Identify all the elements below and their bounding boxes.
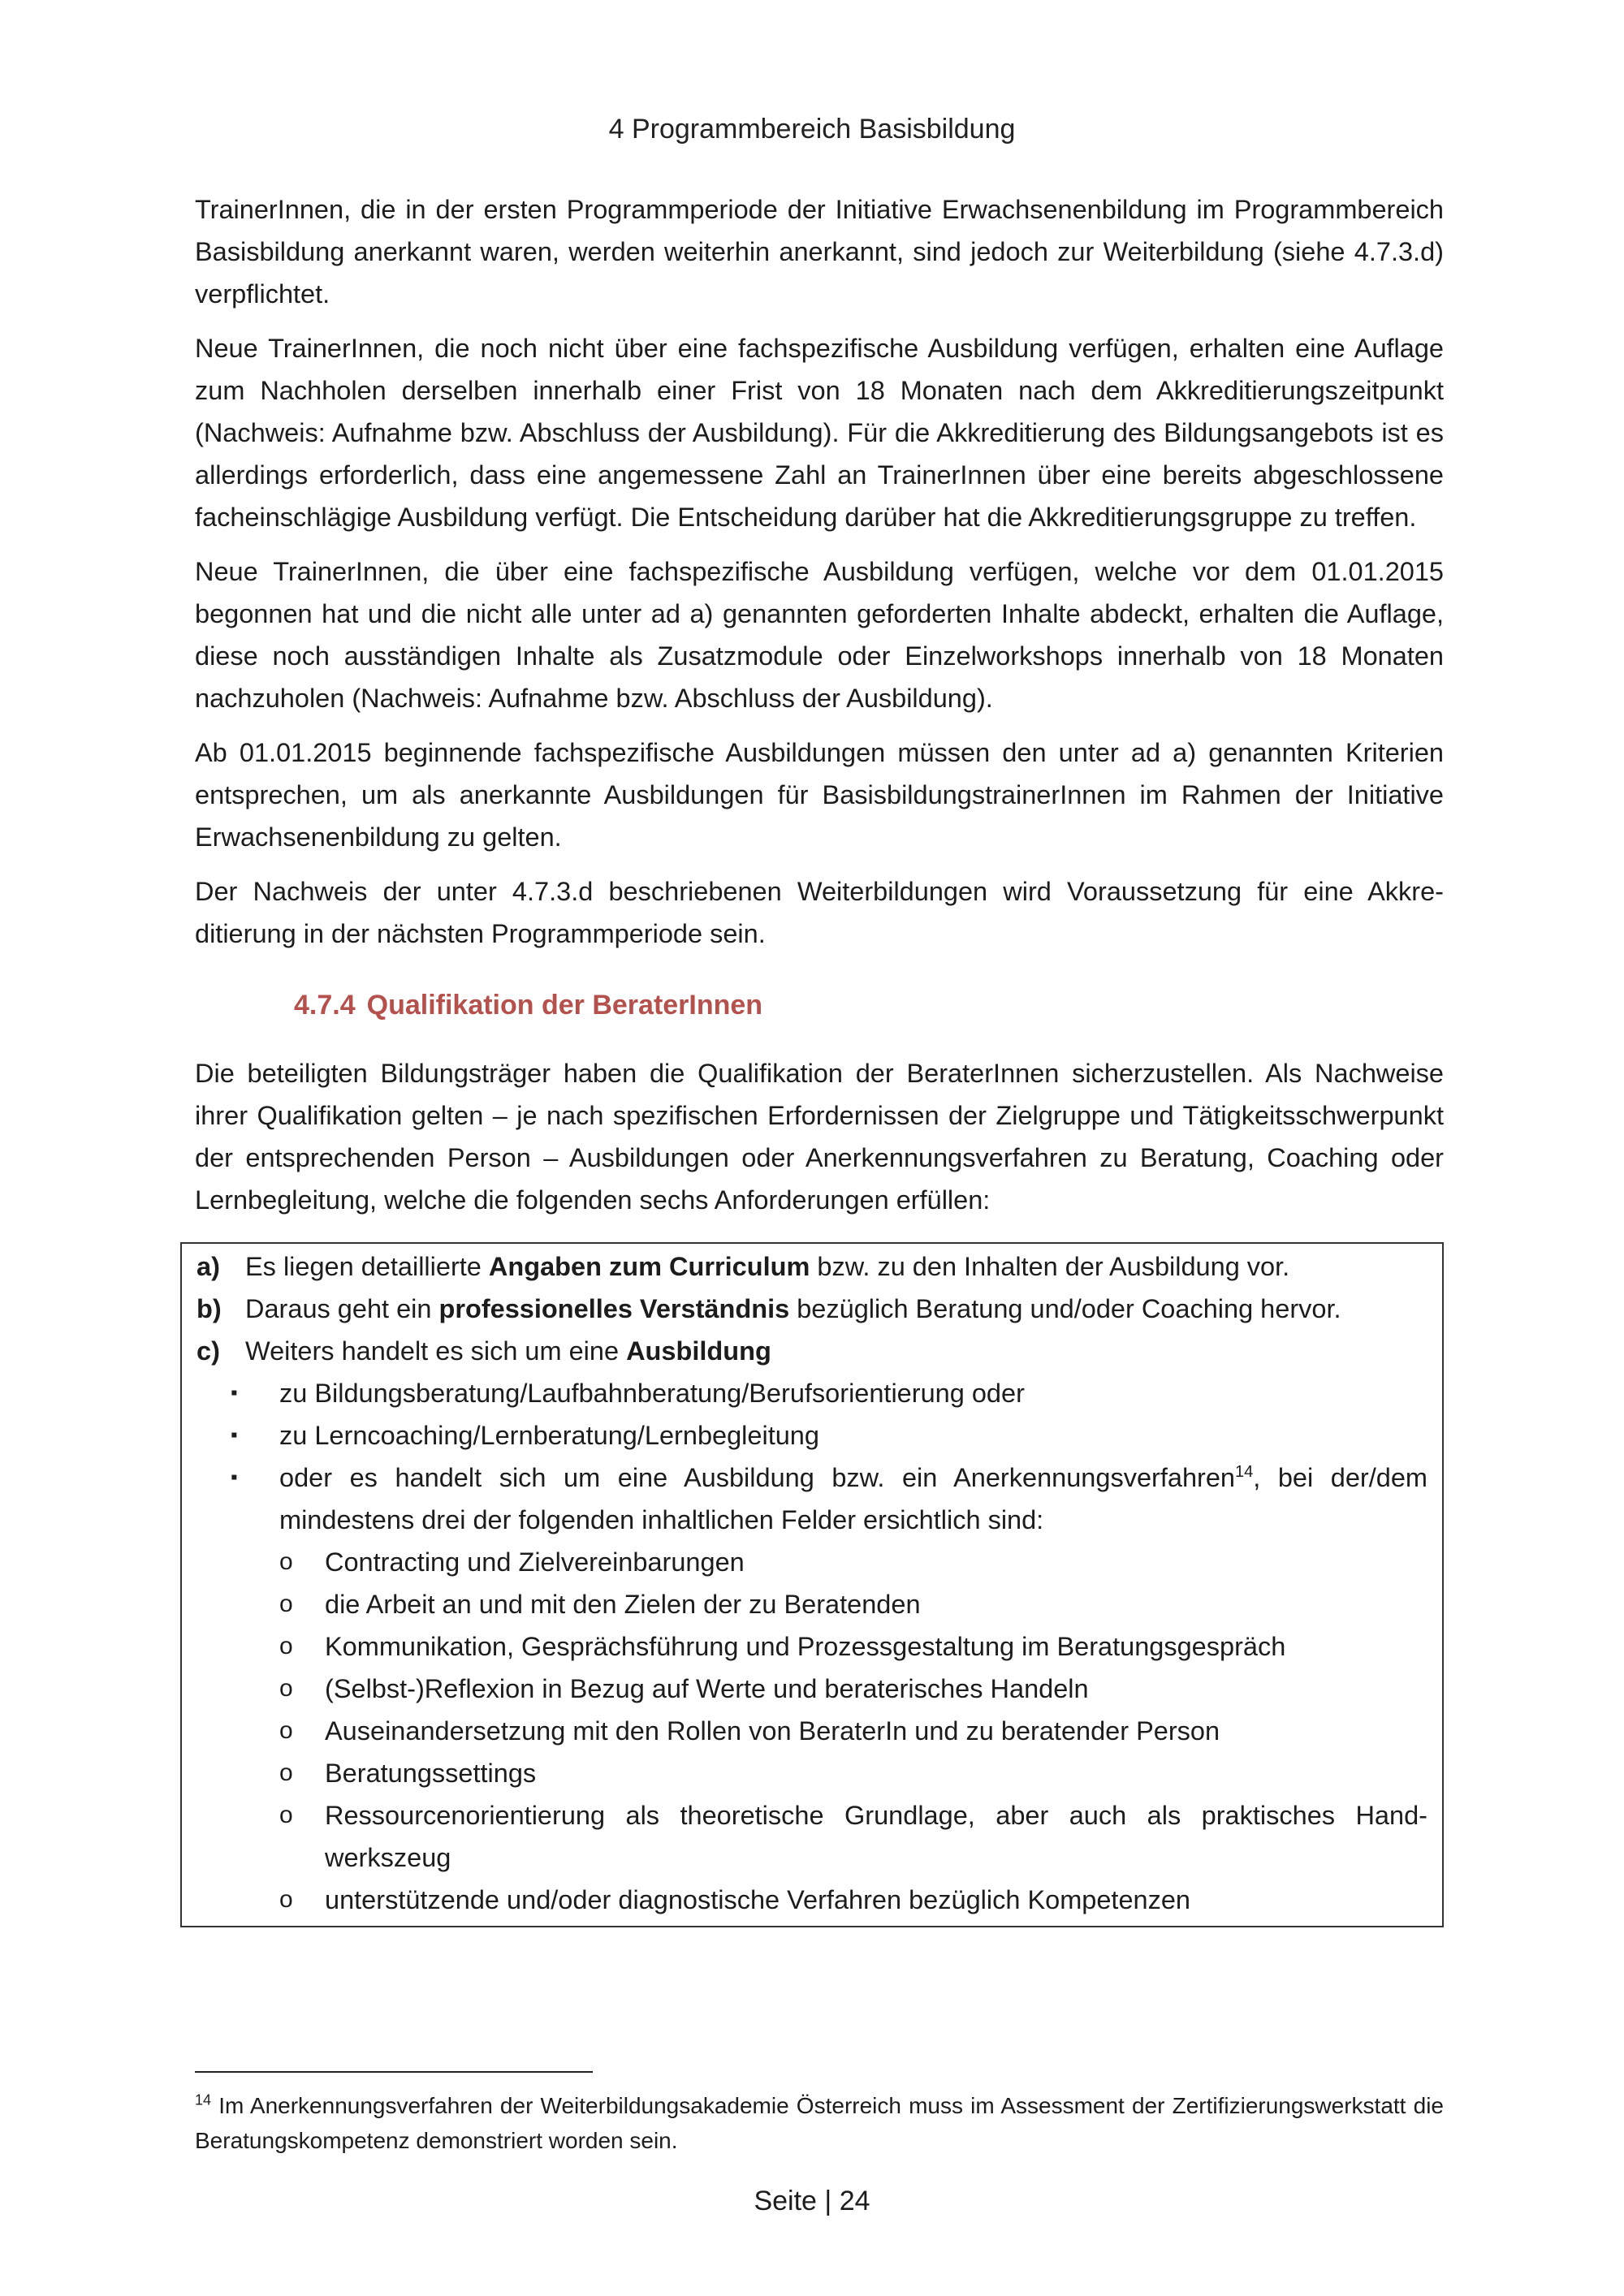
list-item bbox=[197, 1457, 1427, 1541]
circle-bullet-icon: o bbox=[279, 1590, 293, 1617]
paragraph: TrainerInnen, die in der ersten Programmperiode der Initiative Erwachsenenbildung im Programmbereich Basisbildung anerkannt waren, werden weiterhin anerkannt, sind jedoch zur Weiterbildung (siehe 4.7.3.d) verpflichtet. bbox=[195, 195, 1444, 309]
footnote-reference: 14 bbox=[1235, 1463, 1254, 1482]
circle-bullet-icon: o bbox=[279, 1802, 293, 1828]
list-item-text: Ressourcenorientierung als theoretische Grundlage, aber auch als praktisches Handwerkszeug bbox=[325, 1801, 1427, 1872]
section-heading bbox=[294, 984, 1444, 1026]
circle-bullet-icon: o bbox=[279, 1633, 293, 1659]
square-bullet-icon: ▪ bbox=[231, 1424, 238, 1446]
circle-bullet-icon: o bbox=[279, 1548, 293, 1575]
footnote bbox=[195, 2088, 1444, 2158]
footnote-text: Im Anerkennungsverfahren der Weiterbildungsakademie Österreich muss im Assessment der Zertifizierungswerkstatt die Beratungskompetenz demonstriert worden sein. bbox=[195, 2093, 1444, 2153]
circle-bullet-icon: o bbox=[279, 1717, 293, 1744]
list-item bbox=[197, 1794, 1427, 1879]
square-bullet-icon: ▪ bbox=[231, 1466, 238, 1488]
list-item-text: unterstützende und/oder diagnostische Verfahren bezüglich Kompetenzen bbox=[325, 1885, 1191, 1914]
paragraph: Ab 01.01.2015 beginnende fachspezifische Ausbildungen müssen den unter ad a) genannten Kriterien entsprechen, um als anerkannte Ausbildungen für BasisbildungstrainerInnen im Rahmen der Initiative Erwachsenenbildung zu gelten. bbox=[195, 738, 1444, 852]
footnote-divider bbox=[195, 2071, 593, 2073]
requirement-c bbox=[197, 1330, 1427, 1372]
page-number: Seite | 24 bbox=[754, 2186, 870, 2216]
paragraph: Neue TrainerInnen, die über eine fachspezifische Ausbildung verfügen, welche vor dem 01.01.2015 begonnen hat und die nicht alle unter ad a) genannten geforderten Inhalte abdeckt, erhalten die Auflage, diese noch ausständigen Inhalte als Zusatzmodule oder Einzelworkshops innerhalb von 18 Monaten nachzuholen (Nachweis: Aufnahme bzw. Abschluss der Ausbildung). bbox=[195, 557, 1444, 713]
paragraph: Der Nachweis der unter 4.7.3.d beschriebenen Weiterbildungen wird Voraussetzung für eine Akkreditierung in der nächsten Programmperiode sein. bbox=[195, 877, 1444, 948]
requirement-letter: c) bbox=[197, 1336, 220, 1366]
list-item bbox=[197, 1414, 1427, 1457]
list-item-text: zu Bildungsberatung/Laufbahnberatung/Berufsorientierung oder bbox=[279, 1379, 1025, 1408]
list-item bbox=[197, 1625, 1427, 1668]
list-item bbox=[197, 1583, 1427, 1625]
running-header: 4 Programmbereich Basisbildung bbox=[608, 114, 1016, 145]
section-intro: Die beteiligten Bildungsträger haben die Qualifikation der BeraterInnen sicherzustellen. Als Nachweise ihrer Qualifikation gelten – je nach spezifischen Erfordernissen der Zielgruppe und Tätigkeitsschwerpunkt der entsprechenden Person – Ausbildungen oder Anerkennungsverfahren zu Beratung, Coaching oder Lernbegleitung, welche die folgenden sechs Anforderungen erfüllen: bbox=[195, 1059, 1444, 1215]
list-item bbox=[197, 1879, 1427, 1921]
section-title: Qualifikation der BeraterInnen bbox=[366, 990, 763, 1021]
circle-bullet-icon: o bbox=[279, 1759, 293, 1786]
square-bullet-icon: ▪ bbox=[231, 1382, 238, 1404]
requirement-a bbox=[197, 1245, 1427, 1288]
list-item-text: zu Lerncoaching/Lernberatung/Lernbegleitung bbox=[279, 1421, 819, 1450]
paragraph: Neue TrainerInnen, die noch nicht über eine fachspezifische Ausbildung verfügen, erhalten eine Auflage zum Nachholen derselben innerhalb einer Frist von 18 Monaten nach dem Akkreditierungszeitpunkt (Nachweis: Aufnahme bzw. Abschluss der Ausbildung). Für die Akkreditierung des Bildungsangebots ist es allerdings erforderlich, dass eine angemessene Zahl an TrainerInnen über eine bereits abgeschlossene facheinschlägige Ausbildung verfügt. Die Entscheidung darüber hat die Akkreditierungsgruppe zu treffen. bbox=[195, 334, 1444, 532]
requirement-letter: a) bbox=[197, 1252, 220, 1281]
list-item bbox=[197, 1752, 1427, 1794]
list-item bbox=[197, 1372, 1427, 1414]
list-item-text: (Selbst-)Reflexion in Bezug auf Werte und beraterisches Handeln bbox=[325, 1674, 1089, 1703]
list-item bbox=[197, 1541, 1427, 1583]
list-item-text: Contracting und Zielvereinbarungen bbox=[325, 1547, 745, 1577]
content-fields-list bbox=[197, 1541, 1427, 1921]
list-item-text: Auseinandersetzung mit den Rollen von BeraterIn und zu beratender Person bbox=[325, 1716, 1220, 1746]
requirements-box bbox=[180, 1242, 1444, 1927]
training-bullet-list bbox=[197, 1372, 1427, 1541]
footnote-marker: 14 bbox=[195, 2091, 212, 2108]
requirement-letter: b) bbox=[197, 1294, 222, 1323]
main-content bbox=[195, 188, 1444, 1927]
requirement-text: Weiters handelt es sich um eine Ausbildung bbox=[245, 1336, 771, 1366]
list-item bbox=[197, 1710, 1427, 1752]
requirement-text: Daraus geht ein professionelles Verständnis bezüglich Beratung und/oder Coaching hervor. bbox=[245, 1294, 1341, 1323]
section-number: 4.7.4 bbox=[294, 990, 356, 1021]
list-item-text: die Arbeit an und mit den Zielen der zu Beratenden bbox=[325, 1590, 921, 1619]
list-item-text: Beratungssettings bbox=[325, 1759, 537, 1788]
list-item-text: Kommunikation, Gesprächsführung und Prozessgestaltung im Beratungsgespräch bbox=[325, 1632, 1286, 1661]
circle-bullet-icon: o bbox=[279, 1886, 293, 1913]
requirement-text: Es liegen detaillierte Angaben zum Curriculum bzw. zu den Inhalten der Ausbildung vor. bbox=[245, 1252, 1290, 1281]
requirement-b bbox=[197, 1288, 1427, 1330]
circle-bullet-icon: o bbox=[279, 1675, 293, 1702]
list-item-text: oder es handelt sich um eine Ausbildung bzw. ein Anerkennungsverfahren$^{14}$, bei der/dem mindestens drei der folgenden inhaltlichen Felder ersichtlich sind: bbox=[279, 1463, 1428, 1534]
list-item bbox=[197, 1668, 1427, 1710]
